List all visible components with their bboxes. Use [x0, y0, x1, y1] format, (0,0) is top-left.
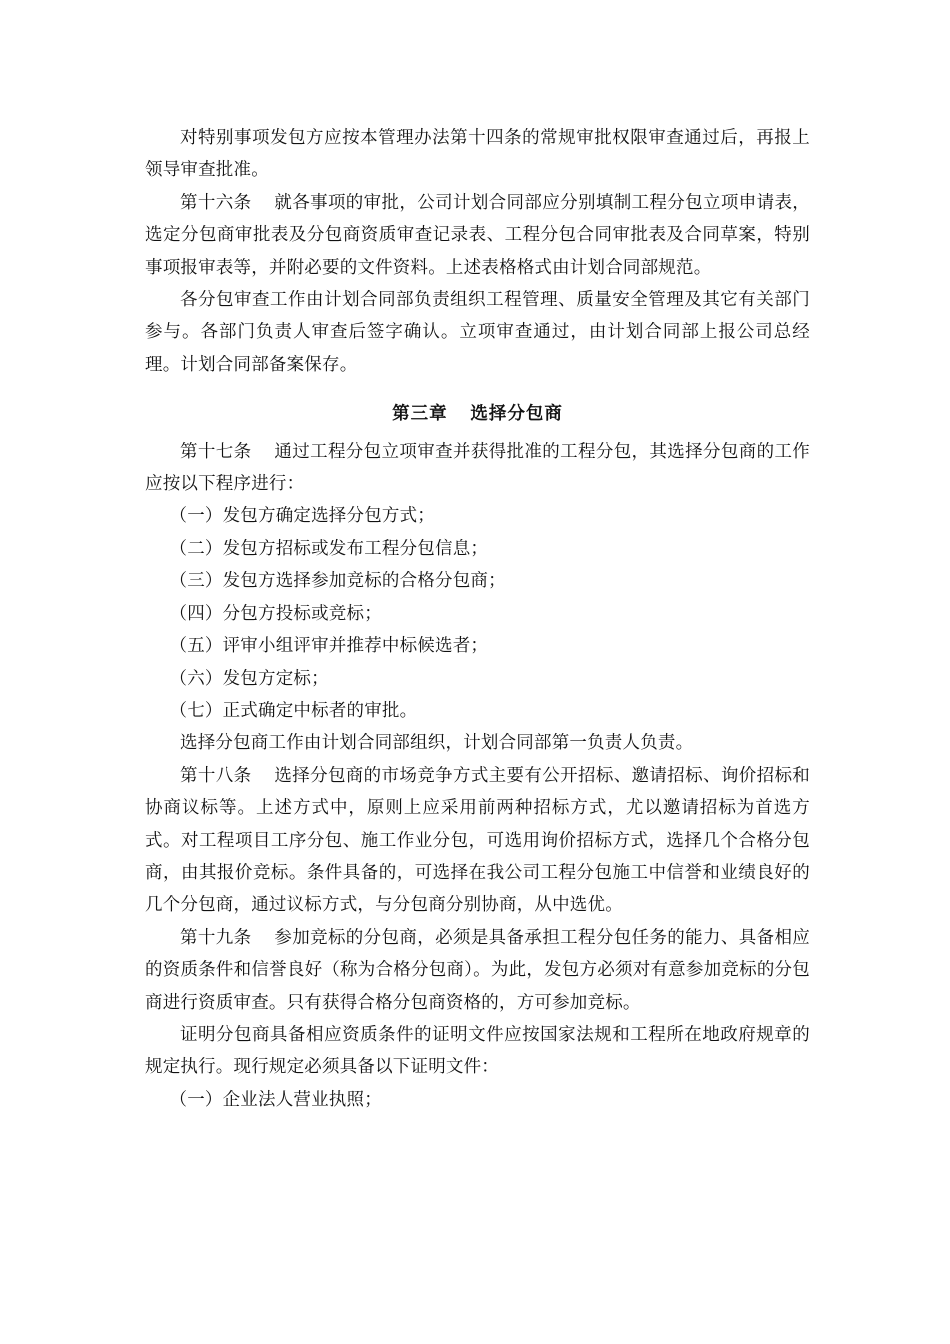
procedure-item: （四）分包方投标或竞标； [169, 603, 382, 624]
article-16-label: 第十六条 [180, 192, 252, 213]
procedure-item: （三）发包方选择参加竞标的合格分包商； [169, 571, 506, 592]
article-17-text: 通过工程分包立项审查并获得批准的工程分包，其选择分包商的工作应按以下程序进行： [145, 441, 810, 495]
chapter-number: 第三章 [392, 404, 448, 425]
chapter-title: 选择分包商 [470, 404, 563, 425]
article-19 [145, 922, 810, 1019]
article-17-label: 第十七条 [180, 441, 252, 462]
paragraph-responsible: 选择分包商工作由计划合同部组织，计划合同部第一负责人负责。 [180, 733, 694, 754]
paragraph-review: 各分包审查工作由计划合同部负责组织工程管理、质量安全管理及其它有关部门参与。各部门负责人审查后签字确认。立项审查通过，由计划合同部上报公司总经理。计划合同部备案保存。 [145, 290, 810, 375]
article-19-label: 第十九条 [180, 927, 252, 948]
article-18-text: 选择分包商的市场竞争方式主要有公开招标、邀请招标、询价招标和协商议标等。上述方式中，原则上应采用前两种招标方式，尤以邀请招标为首选方式。对工程项目工序分包、施工作业分包，可选用询价招标方式，选择几个合格分包商，由其报价竞标。条件具备的，可选择在我公司工程分包施工中信誉和业绩良好的几个分包商，通过议标方式，与分包商分别协商，从中选优。 [145, 765, 810, 916]
paragraph-special-matters: 对特别事项发包方应按本管理办法第十四条的常规审批权限审查通过后，再报上领导审查批准。 [145, 128, 810, 181]
procedure-item: （二）发包方招标或发布工程分包信息； [169, 538, 489, 559]
procedure-item: （六）发包方定标； [169, 668, 329, 689]
paragraph-certificates: 证明分包商具备相应资质条件的证明文件应按国家法规和工程所在地政府规章的规定执行。现行规定必须具备以下证明文件： [145, 1024, 810, 1078]
article-17 [145, 436, 810, 501]
procedure-item: （七）正式确定中标者的审批。 [169, 700, 418, 721]
procedure-item: （一）发包方确定选择分包方式； [169, 506, 435, 527]
document-page [145, 122, 810, 1116]
article-18 [145, 760, 810, 922]
chapter-heading [145, 398, 810, 430]
article-19-text: 参加竞标的分包商，必须是具备承担工程分包任务的能力、具备相应的资质条件和信誉良好（称为合格分包商）。为此，发包方必须对有意参加竞标的分包商进行资质审查。只有获得合格分包商资格的，方可参加竞标。 [145, 927, 810, 1013]
certificate-item: （一）企业法人营业执照； [169, 1089, 382, 1110]
procedure-item: （五）评审小组评审并推荐中标候选者； [169, 636, 489, 657]
article-18-label: 第十八条 [180, 765, 252, 786]
article-16 [145, 187, 810, 284]
article-16-text: 就各事项的审批，公司计划合同部应分别填制工程分包立项申请表，选定分包商审批表及分包商资质审查记录表、工程分包合同审批表及合同草案，特别事项报审表等，并附必要的文件资料。上述表格格式由计划合同部规范。 [145, 192, 810, 278]
